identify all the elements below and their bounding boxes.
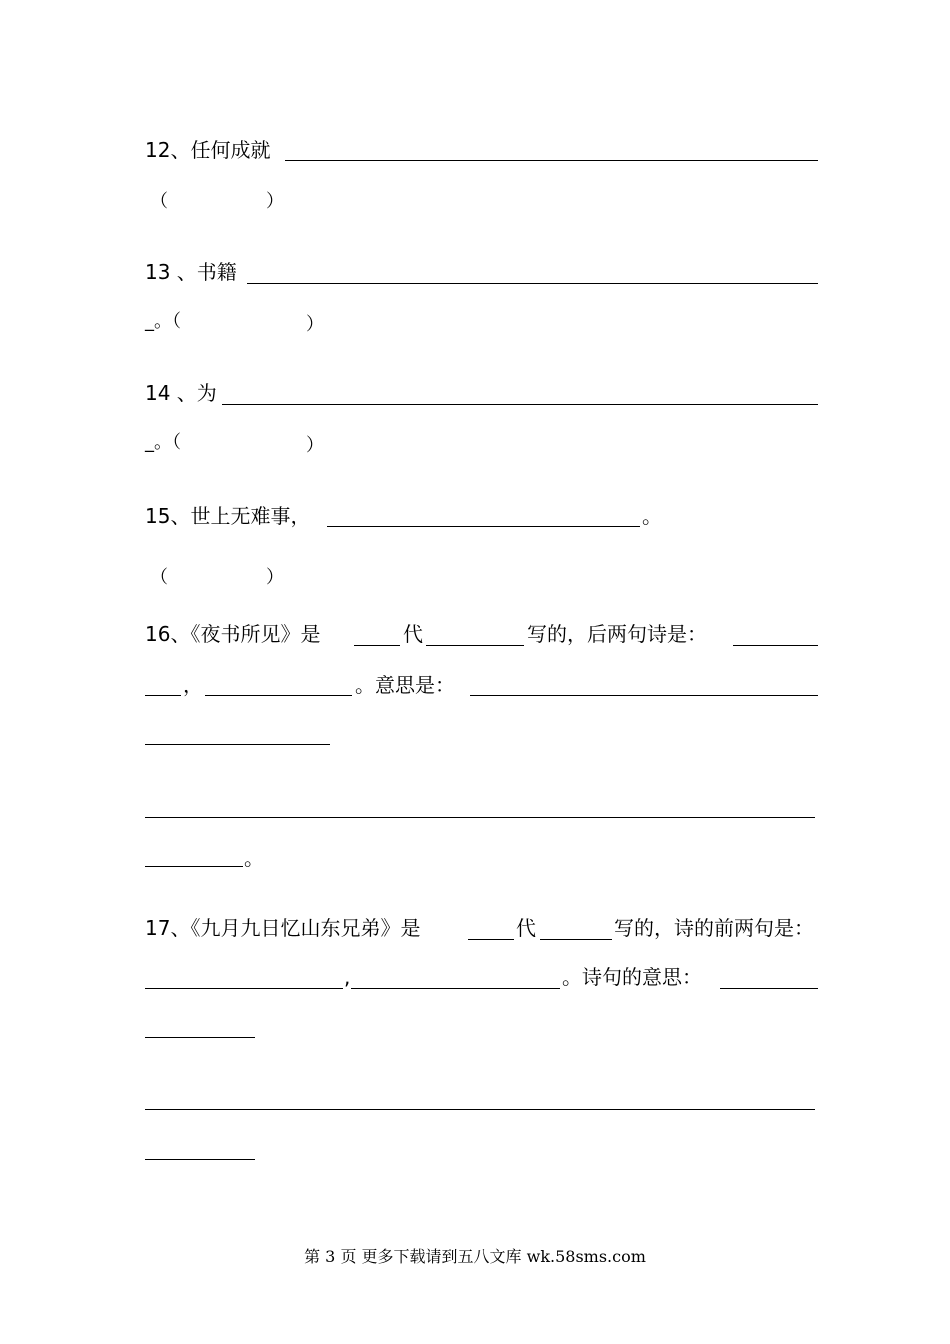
q17-author-blank[interactable] xyxy=(540,939,612,940)
q16-meaning-blank-cont-3[interactable] xyxy=(145,866,243,867)
q17-part5: 。诗句的意思： xyxy=(562,965,702,989)
q13-end: _。（ xyxy=(145,311,181,332)
q15-answer-blank[interactable] xyxy=(327,526,640,527)
q16-part3: 写的，后两句诗是： xyxy=(527,622,707,646)
q16-part1: 16、《夜书所见》是 xyxy=(145,622,321,646)
q17-meaning-blank[interactable] xyxy=(720,988,818,989)
q17-meaning-blank-cont-2[interactable] xyxy=(145,1109,815,1110)
q15-end: 。 xyxy=(642,504,662,528)
q13-paren-close: ） xyxy=(306,314,324,335)
q16-verse-blank-2[interactable] xyxy=(205,695,352,696)
q16-part4: ， xyxy=(183,673,203,697)
q17-part1: 17、《九月九日忆山东兄弟》是 xyxy=(145,916,421,940)
q17-part4: , xyxy=(344,965,351,989)
q17-dynasty-blank[interactable] xyxy=(468,939,514,940)
q16-verse-blank-1[interactable] xyxy=(733,645,818,646)
q16-author-blank[interactable] xyxy=(426,645,524,646)
q12-stem: 12、任何成就 xyxy=(145,138,271,162)
q15-stem: 15、世上无难事， xyxy=(145,504,311,528)
q14-stem: 14 、为 xyxy=(145,381,217,405)
q14-answer-blank[interactable] xyxy=(222,404,818,405)
q17-part3: 写的，诗的前两句是： xyxy=(614,916,814,940)
q17-meaning-blank-cont-3[interactable] xyxy=(145,1159,255,1160)
q12-paren-close: ） xyxy=(266,191,284,212)
q15-paren-close: ） xyxy=(266,567,284,588)
q16-meaning-blank[interactable] xyxy=(470,695,818,696)
q14-paren-close: ） xyxy=(306,435,324,456)
q16-part2: 代 xyxy=(403,622,423,646)
q17-verse-blank-2[interactable] xyxy=(351,988,560,989)
q13-answer-blank[interactable] xyxy=(247,283,818,284)
q16-meaning-blank-cont-1[interactable] xyxy=(145,744,330,745)
q12-answer-blank[interactable] xyxy=(285,160,818,161)
q17-part2: 代 xyxy=(516,916,536,940)
q15-paren-open: （ xyxy=(150,567,168,588)
q16-part5: 。意思是： xyxy=(355,673,455,697)
q14-end: _。（ xyxy=(145,432,181,453)
page-footer: 第 3 页 更多下载请到五八文库 wk.58sms.com xyxy=(304,1247,646,1266)
q17-verse-blank-1[interactable] xyxy=(145,988,343,989)
q16-dynasty-blank[interactable] xyxy=(354,645,400,646)
q16-verse-blank-1-cont[interactable] xyxy=(145,695,181,696)
q16-meaning-blank-cont-2[interactable] xyxy=(145,817,815,818)
q17-meaning-blank-cont-1[interactable] xyxy=(145,1037,255,1038)
q12-paren-open: （ xyxy=(150,191,168,212)
q16-end: 。 xyxy=(244,846,264,870)
q13-stem: 13 、书籍 xyxy=(145,260,237,284)
